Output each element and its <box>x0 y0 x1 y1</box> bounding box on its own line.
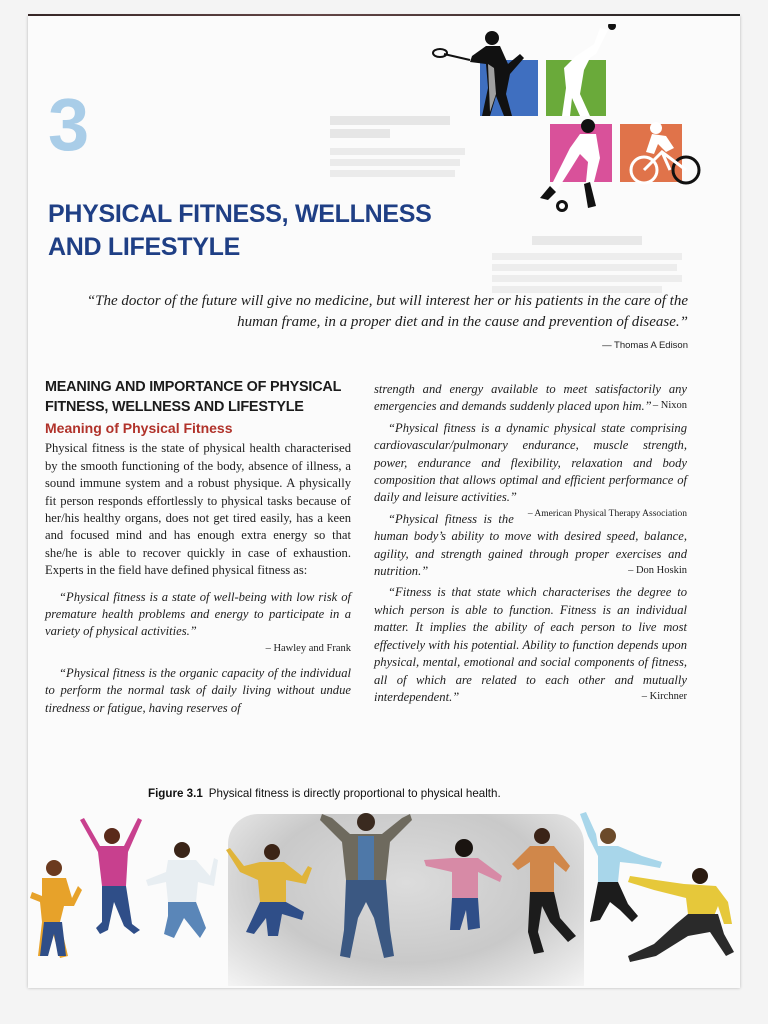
quote-apta <box>374 420 687 519</box>
cyclist-icon <box>620 122 699 183</box>
quote-text: “Physical fitness is a state of well-being with low risk of premature health problems and energy to participate in a variety of physical activities.” <box>45 589 351 639</box>
left-column <box>45 378 351 717</box>
footballer-icon <box>540 119 612 212</box>
chapter-number: 3 <box>48 83 90 166</box>
intro-paragraph: Physical fitness is the state of physical health characterised by the smooth functioning of the body, absence of illness, a sound immune system and a robust physique. A physically fit person responds effortlessly to physical tasks because of her/his healthy organs, does not get tired easily, has a keen and focused mind and has enough extra energy so that she/he is able to recover quickly in case of exhaustion. Experts in the field have defined physical fitness as: <box>45 441 351 578</box>
jumper-7 <box>512 828 576 954</box>
figure-caption <box>148 787 501 800</box>
quote-text: “Physical fitness is the organic capacity of the individual to perform the normal task of daily living without undue tiredness or fatigue, having reserves of <box>45 665 351 715</box>
quote-source: – Kirchner <box>641 690 687 702</box>
figure-jumping-people <box>28 806 740 986</box>
jumper-6 <box>424 839 502 930</box>
jumper-3 <box>146 842 218 938</box>
chapter-title: PHYSICAL FITNESS, WELLNESS AND LIFESTYLE <box>48 200 432 261</box>
jumper-8 <box>580 812 662 922</box>
epigraph-source: — Thomas A Edison <box>602 340 688 351</box>
jumper-5 <box>320 813 412 958</box>
quote-source: – American Physical Therapy Association <box>527 508 687 519</box>
quote-hawley-frank <box>45 589 351 656</box>
section-heading: MEANING AND IMPORTANCE OF PHYSICAL FITNESS, WELLNESS AND LIFESTYLE <box>45 379 341 415</box>
epigraph <box>60 291 688 356</box>
figure-caption-text: Physical fitness is directly proportional to physical health. <box>208 787 501 800</box>
quote-kirchner <box>374 584 687 706</box>
quote-nixon <box>374 381 687 416</box>
sport-icons-cluster <box>430 24 720 214</box>
jumper-1 <box>30 860 82 958</box>
quote-text: strength and energy available to meet satisfactorily any emergencies and demands suddenly placed upon him.” <box>374 382 687 414</box>
figure-label: Figure 3.1 <box>148 787 203 800</box>
jumper-4 <box>226 844 312 936</box>
quote-source: – Nixon <box>652 400 687 412</box>
section-subheading: Meaning of Physical Fitness <box>45 420 233 436</box>
quote-source: – Hawley and Frank <box>265 642 351 654</box>
kicker-icon <box>546 24 616 116</box>
jumper-9 <box>628 868 734 962</box>
quote-text: “Physical fitness is the human body’s ability to move with desired speed, balance, agility, and strength gained through proper exercises and nutrition.” <box>374 511 687 579</box>
jumper-2 <box>80 818 142 934</box>
quote-text: “Physical fitness is a dynamic physical state comprising cardiovascular/pulmonary endurance, muscle strength, power, endurance and flexibility, relaxation and body composition that allows optimal and efficient performance of daily and leisure activities.” <box>374 420 687 505</box>
quote-source: – Don Hoskin <box>628 565 687 577</box>
quote-text: “Fitness is that state which characterises the degree to which person is able to function. Fitness is an individual matter. It implies the ability of each person to live most effectively with his potential. Ability to function depends upon physical, mental, emotional and social components of fitness, all of which are related to each other and mutually interdependent.” <box>374 585 687 704</box>
tennis-player-icon <box>433 31 538 116</box>
epigraph-quote: “The doctor of the future will give no medicine, but will interest her or his patients in the care of the human frame, in a proper diet and in the cause and prevention of disease.” <box>86 293 688 330</box>
right-column <box>374 381 687 706</box>
quote-organic-capacity <box>45 665 351 717</box>
